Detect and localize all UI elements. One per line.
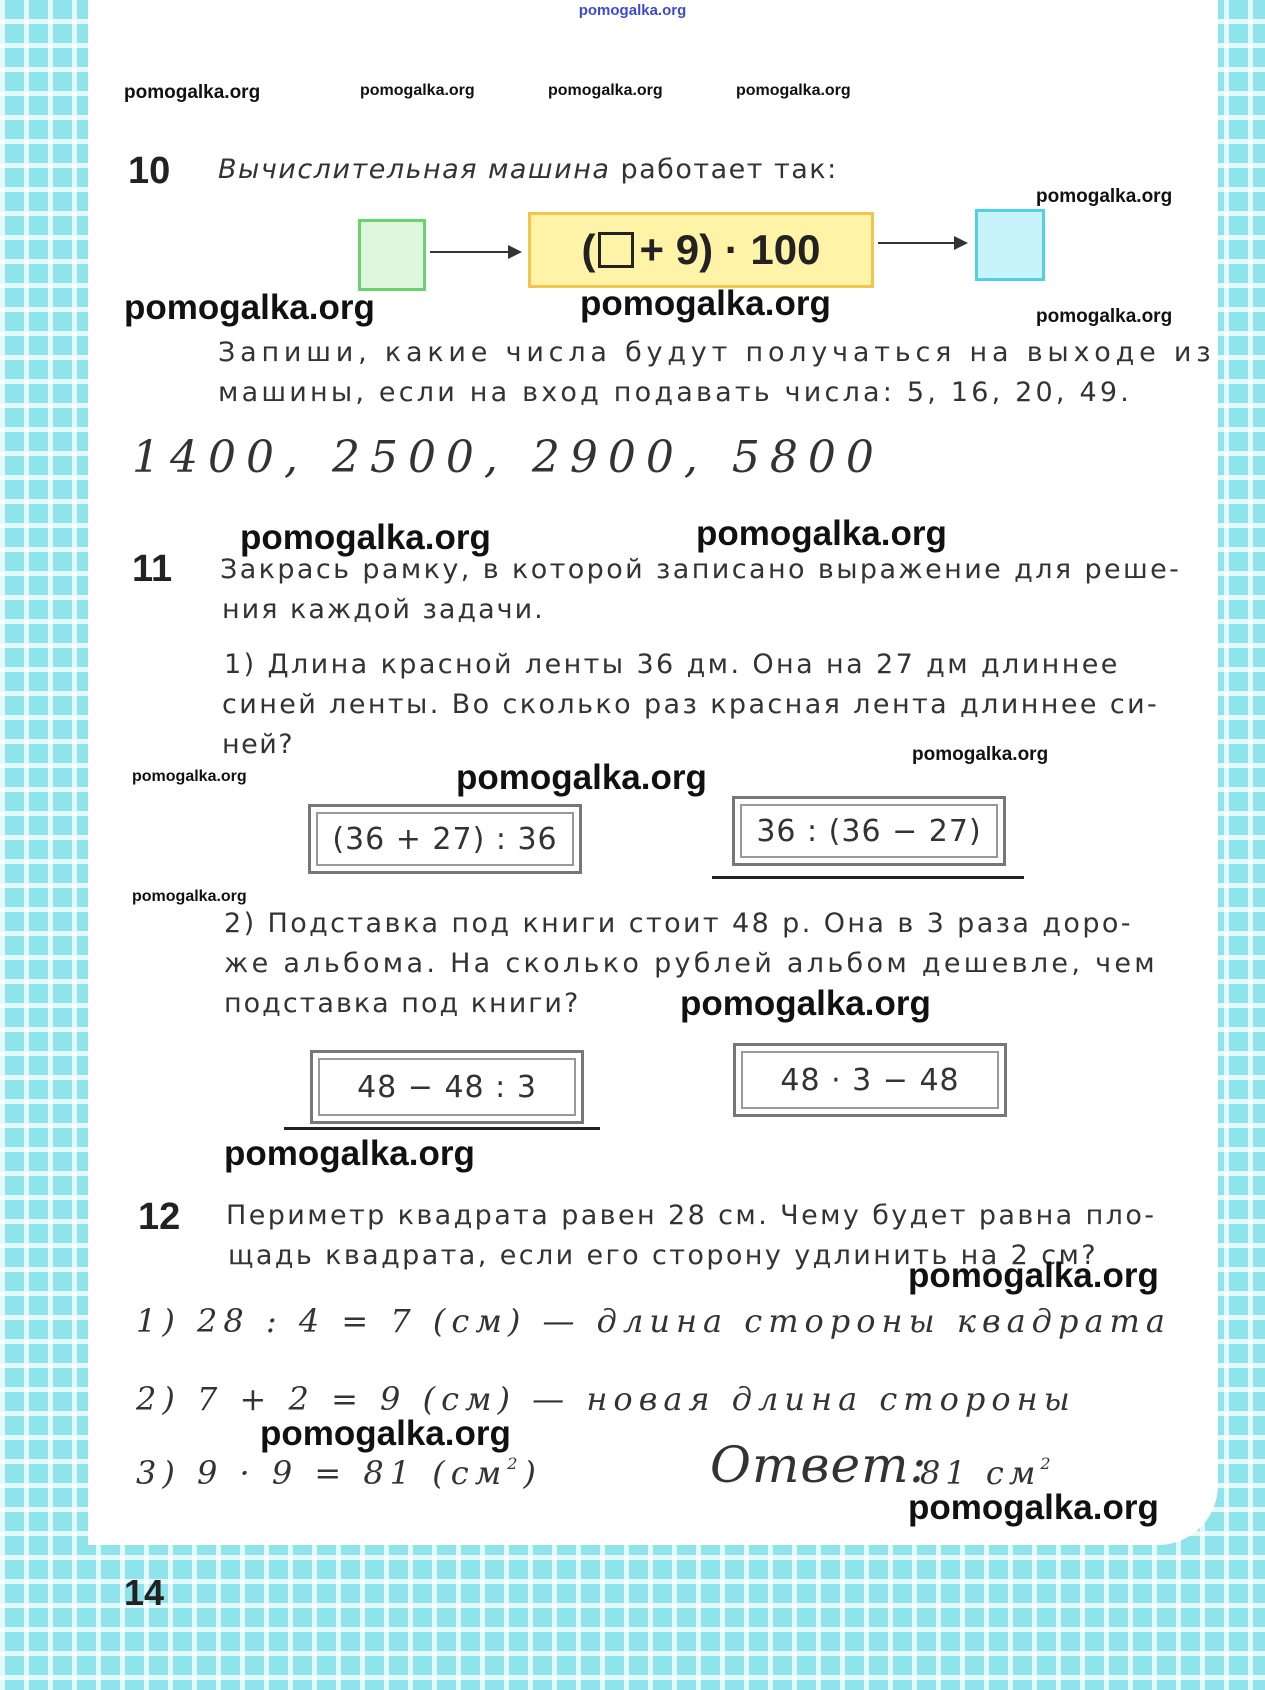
watermark: pomogalka.org	[132, 888, 247, 905]
watermark: pomogalka.org	[224, 1134, 475, 1173]
task-11-text-line2: ния каждой задачи.	[222, 594, 545, 625]
task-11-text-line1: Закрась рамку, в которой записано выражение для реше-	[220, 554, 1182, 585]
task-12-step2: 2) 7 + 2 = 9 (см) — новая длина стороны	[136, 1380, 1076, 1418]
watermark: pomogalka.org	[912, 744, 1049, 765]
watermark: pomogalka.org	[360, 82, 475, 99]
task-12-text-line1: Периметр квадрата равен 28 см. Чему будет равна пло-	[226, 1200, 1157, 1231]
answer-frame-option[interactable]: 48 − 48 : 3	[310, 1050, 584, 1124]
watermark: pomogalka.org	[260, 1414, 511, 1453]
watermark: pomogalka.org	[1036, 306, 1173, 327]
task-12-text-line2: щадь квадрата, если его сторону удлинить на 2 см?	[228, 1240, 1098, 1271]
task-12-answer-label: Ответ:	[710, 1436, 928, 1494]
task-11-problem1-line2: синей ленты. Во сколько раз красная лента длиннее си-	[222, 689, 1160, 720]
watermark: pomogalka.org	[240, 518, 491, 557]
task-10-number: 10	[128, 150, 171, 192]
task-12-step1: 1) 28 : 4 = 7 (см) — длина стороны квадрата	[136, 1302, 1171, 1340]
header-watermark-wrap	[0, 0, 1265, 19]
task-11-problem1-line3: ней?	[222, 729, 295, 760]
task-12-answer-value	[920, 1454, 1056, 1492]
task-11-problem2-line2: же альбома. На сколько рублей альбом дешевле, чем	[224, 948, 1158, 979]
arrow-right-icon	[878, 242, 966, 244]
watermark: pomogalka.org	[132, 768, 247, 785]
blank-square-icon	[598, 232, 634, 268]
task-11-number: 11	[132, 548, 173, 590]
answer-frame-option[interactable]: 48 · 3 − 48	[733, 1043, 1007, 1117]
task-11-problem2-line1: 2) Подставка под книги стоит 48 р. Она в 3 раза доро-	[224, 908, 1133, 939]
watermark: pomogalka.org	[908, 1256, 1159, 1295]
task-10-text-line1: Запиши, какие числа будут получаться на выходе из	[218, 337, 1216, 368]
arrow-right-icon	[430, 251, 520, 253]
task-12-step3-close: )	[523, 1454, 542, 1492]
header-watermark: pomogalka.org	[578, 2, 687, 19]
answer-frame-option[interactable]: 36 : (36 − 27)	[732, 796, 1006, 866]
watermark: pomogalka.org	[124, 82, 261, 103]
task-12-step3-text: 3) 9 · 9 = 81 (см	[136, 1454, 508, 1492]
answer-frame-option[interactable]: (36 + 27) : 36	[308, 804, 582, 874]
task-10-intro	[218, 150, 838, 190]
machine-input-square	[358, 219, 426, 291]
machine-output-square	[975, 209, 1045, 281]
watermark: pomogalka.org	[680, 984, 931, 1023]
machine-formula	[528, 212, 874, 288]
watermark: pomogalka.org	[908, 1488, 1159, 1527]
task-12-number: 12	[138, 1196, 181, 1238]
task-12-answer-text: 81 см	[920, 1454, 1041, 1492]
task-12-step3	[136, 1454, 542, 1492]
task-11-problem1-line1: 1) Длина красной ленты 36 дм. Она на 27 дм длиннее	[224, 649, 1120, 680]
answer-underline	[284, 1127, 600, 1130]
task-12-step3-sup: 2	[507, 1454, 524, 1473]
watermark: pomogalka.org	[1036, 186, 1173, 207]
task-10-text-line2: машины, если на вход подавать числа: 5, 16, 20, 49.	[218, 377, 1133, 408]
watermark: pomogalka.org	[736, 82, 851, 99]
watermark: pomogalka.org	[580, 284, 831, 323]
watermark: pomogalka.org	[456, 758, 707, 797]
task-11-problem2-line3: подставка под книги?	[224, 988, 581, 1019]
task-10-intro-rest: работает так:	[620, 154, 838, 185]
answer-underline	[712, 876, 1024, 879]
watermark: pomogalka.org	[548, 82, 663, 99]
task-10-intro-italic: Вычислительная машина	[218, 154, 611, 185]
watermark: pomogalka.org	[124, 288, 375, 327]
task-12-answer-sup: 2	[1040, 1454, 1056, 1473]
machine-formula-open: (	[581, 226, 596, 273]
machine-formula-rest: + 9) · 100	[639, 226, 821, 273]
page-number: 14	[124, 1572, 165, 1613]
watermark: pomogalka.org	[696, 514, 947, 553]
task-10-handwritten-answer: 1400, 2500, 2900, 5800	[132, 432, 884, 483]
